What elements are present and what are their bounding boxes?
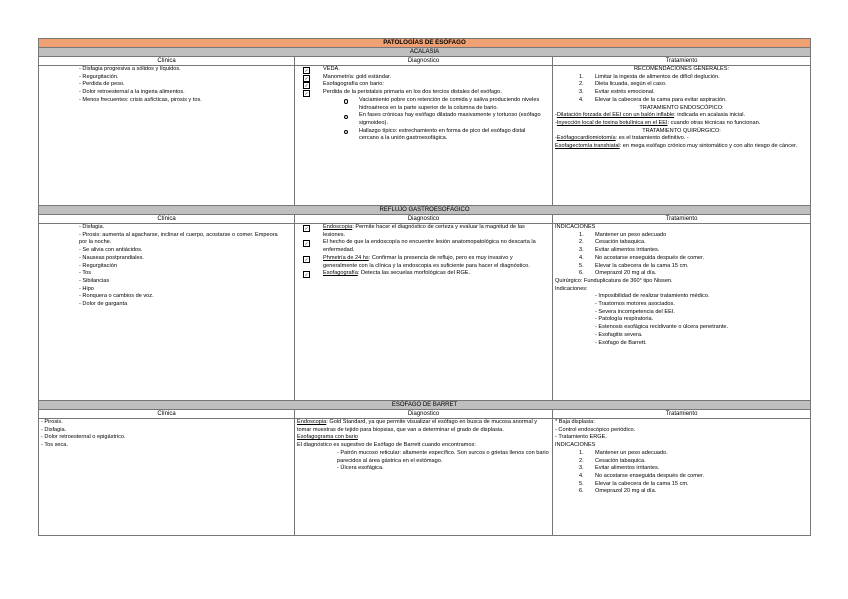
paragraph: -Dilatación forzada del EEI con un balón inflable: indicada en acalasia inicial.	[555, 112, 746, 119]
barret-clinica-cell	[39, 419, 295, 536]
list-item: - Perdida de peso.	[79, 81, 125, 88]
list-item: - Patrón mucoso reticular: altamente específico. Son surcos o grietas llenos con bario parecidos al área gástrica en el estómago.	[337, 449, 549, 464]
paragraph: -Inyección local de toxina botulínica en el EEI: cuando otras técnicas no funcionan.	[555, 119, 761, 126]
list-item: 3. Evitar alimentos irritantes.	[579, 247, 660, 254]
paragraph: -Esófagocardiomiotomía: es el tratamiento definitivo. -	[555, 135, 689, 142]
list-item: - Disfagia progresiva a sólidos y líquidos.	[79, 66, 181, 72]
list-item: 6. Omeprazol 20 mg al día.	[579, 488, 657, 495]
checkbox-icon	[303, 225, 310, 232]
list-item: - Sibilancias	[79, 277, 110, 284]
list-item: - Trastornos motores asociados.	[595, 301, 675, 308]
list-item: ✓ Esofagografía con bario:	[297, 81, 550, 89]
paragraph: - Control endoscópico periódico.	[555, 426, 636, 433]
list-item: ✓ El hecho de que la endoscopía no encuentre lesión anatomopatológica no descarta la enfermedad.	[297, 239, 550, 254]
subheading: INDICACIONES	[555, 224, 596, 230]
list-item: - Se alivia con antiácidos.	[79, 247, 143, 254]
list-item: - Imposibilidad de realizar tratamiento médico.	[595, 293, 710, 300]
header-tratamiento: Tratamiento	[553, 410, 811, 419]
list-item: 1. Limitar la ingesta de alimentos de difícil deglución.	[579, 73, 720, 80]
list-item: - Patología respiratoria.	[595, 316, 654, 323]
list-item: - Tos seca.	[41, 442, 68, 449]
header-tratamiento: Tratamiento	[553, 215, 811, 224]
esophagus-pathology-table	[38, 38, 811, 536]
header-tratamiento: Tratamiento	[553, 57, 811, 66]
paragraph: * Baja displasia:	[555, 419, 595, 425]
checkbox-icon	[303, 271, 310, 278]
list-item: Vaciamiento pobre con retención de comida y saliva produciendo niveles hidroaéreos en la parte superior de la columna de bario.	[297, 97, 550, 112]
subheading: Esofagograma con bario	[297, 434, 358, 441]
list-item: En fases crónicas hay esófago dilatado masivamente y tortuoso (esófago sigmoideo).	[297, 112, 550, 127]
list-item: ✓ Endoscopia: Permite hacer el diagnóstico de certeza y evaluar la magnitud de las lesiones.	[297, 224, 550, 239]
list-item: - Hipo	[79, 285, 94, 292]
list-item: - Dolor retroesternal o epigástrico.	[41, 434, 126, 441]
checkbox-icon	[303, 256, 310, 263]
reflujo-diagnostico-cell	[295, 224, 553, 401]
header-diagnostico: Diagnostico	[295, 215, 553, 224]
paragraph: Quirúrgico: Funduplicatura de 360° tipo Nissen.	[555, 277, 673, 284]
header-diagnostico: Diagnostico	[295, 57, 553, 66]
list-item: - Regurgitación	[79, 262, 117, 269]
reflujo-tratamiento-cell	[553, 224, 811, 401]
reflujo-clinica-cell	[39, 224, 295, 401]
list-item: 5. Elevar la cabecera de la cama 15 cm.	[579, 262, 689, 269]
barret-diagnostico-cell	[295, 419, 553, 536]
header-clinica: Clínica	[39, 410, 295, 419]
bullet-icon	[344, 99, 348, 103]
acalasia-diagnostico-cell	[295, 66, 553, 206]
list-item: 4. No acostarse enseguida después de comer.	[579, 254, 705, 261]
header-clinica: Clínica	[39, 215, 295, 224]
list-item: - Pirosis: aumenta al agacharse, inclinar el cuerpo, acostarse o comer. Empeora por la noche.	[79, 231, 278, 246]
list-item: 4. No acostarse enseguida después de comer.	[579, 472, 705, 479]
list-item: 3. Evitar estrés emocional.	[579, 89, 655, 96]
acalasia-tratamiento-cell	[553, 66, 811, 206]
list-item: - Pirosis.	[41, 419, 63, 425]
paragraph: El diagnóstico es sugestivo de Esófago de Barrett cuando encontramos:	[297, 442, 476, 449]
list-item: - Dolor de garganta	[79, 301, 128, 308]
list-item: - Nauseas postprandiales.	[79, 254, 144, 261]
barret-tratamiento-cell	[553, 419, 811, 536]
list-item: 2. Dieta licuada, según el caso.	[579, 81, 667, 88]
table-title: PATOLOGÍAS DE ESÓFAGO	[39, 39, 811, 48]
list-item: 1. Mantener un peso adecuado.	[579, 449, 668, 456]
list-item: - Regurgitación.	[79, 73, 119, 80]
list-item: 6. Omeprazol 20 mg al día.	[579, 270, 657, 277]
list-item: ✓ Perdida de la peristalsis primaria en los dos tercios distales del esófago.	[297, 89, 550, 97]
bullet-icon	[344, 130, 348, 134]
list-item: ✓ Manometría: gold estándar.	[297, 74, 550, 82]
document-page	[38, 38, 810, 536]
subheading: TRATAMIENTO QUIRÚRGICO:	[642, 127, 721, 134]
list-item: ✓ Phmetría de 24 hs: Confirmar la presencia de reflujo, pero es muy invasivo y generalmente con la clínica y la endoscopia es suficiente para hacer el diagnóstico.	[297, 255, 550, 270]
list-item: Hallazgo típico: estrechamiento en forma de pico del esófago distal cercano a la unión gastroesofágica.	[297, 128, 550, 143]
list-item: - Ronquera o cambios de voz.	[79, 293, 154, 300]
list-item: ✓ VEDA.	[297, 66, 550, 74]
header-clinica: Clínica	[39, 57, 295, 66]
paragraph: Endoscopia: Gold Standard, ya que permite visualizar el esófago en busca de mucosa anormal y tomar muestras de tejido para biopsias, que van a determinar el grado de displasia.	[297, 419, 538, 433]
list-item: 5. Elevar la cabecera de la cama 15 cm.	[579, 480, 689, 487]
subheading: TRATAMIENTO ENDOSCÓPICO:	[639, 104, 724, 111]
list-item: - Tos	[79, 270, 92, 277]
section-barret-title: ESÓFAGO DE BARRET	[39, 401, 811, 410]
subheading: INDICACIONES	[555, 442, 596, 449]
list-item: 3. Evitar alimentos irritantes.	[579, 465, 660, 472]
section-acalasia-title: ACALASIA	[39, 48, 811, 57]
list-item: - Disfagia.	[79, 224, 105, 230]
list-item: - Esófago de Barrett.	[595, 339, 647, 346]
list-item: - Menos frecuentes: crisis asfícticas, pirosis y tos.	[79, 96, 202, 103]
paragraph: Esofagectomía transhiatal: en mega esófago crónico muy sintomático y con alto riesgo de cáncer.	[555, 143, 798, 150]
list-item: - Disfagia.	[41, 426, 67, 433]
list-item: - Esofagitis severa.	[595, 331, 643, 338]
list-item: 2. Cesación tabaquica.	[579, 457, 646, 464]
bullet-icon	[344, 115, 348, 119]
checkbox-icon	[303, 240, 310, 247]
subheading: Indicaciones:	[555, 285, 588, 292]
list-item: ✓ Esofagografía: Detecta las secuelas morfológicas del RGE.	[297, 270, 550, 278]
list-item: - Estenosis esofágica recidivante o úlcera penetrante.	[595, 324, 729, 331]
list-item: 2. Cesación tabaquica.	[579, 239, 646, 246]
paragraph: - Tratamiento ERGE.	[555, 434, 607, 441]
subheading: RECOMENDACIONES GENERALES:	[633, 66, 730, 72]
section-reflujo-title: REFLUJO GASTROESOFÁGICO	[39, 206, 811, 215]
acalasia-clinica-cell	[39, 66, 295, 206]
header-diagnostico: Diagnostico	[295, 410, 553, 419]
list-item: 4. Elevar la cabecera de la cama para evitar aspiración.	[579, 96, 727, 103]
list-item: - Dolor retroesternal a la ingeria alimentos.	[79, 89, 185, 96]
list-item: - Severa incompetencia del EEI.	[595, 308, 675, 315]
list-item: - Úlcera esofágica.	[337, 465, 384, 472]
list-item: 1. Mantener un peso adecuado	[579, 231, 667, 238]
